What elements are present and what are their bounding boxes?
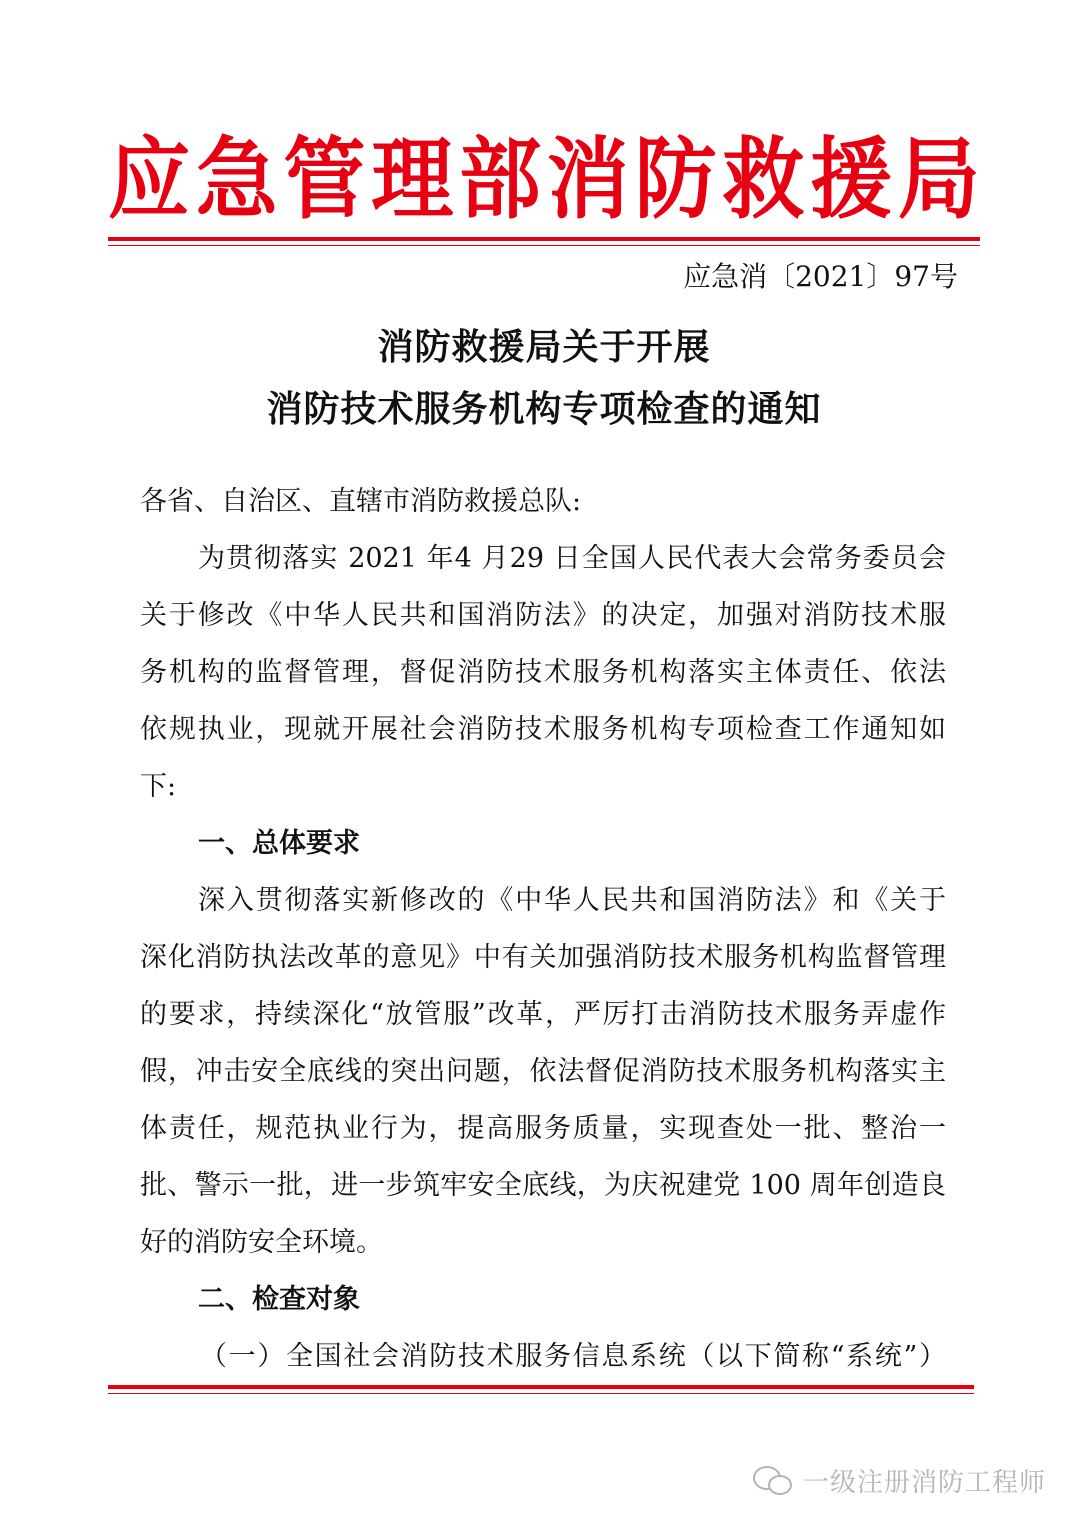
paragraph-line: 深入贯彻落实新修改的《中华人民共和国消防法》和《关于: [198, 885, 946, 916]
agency-title-char: 急: [195, 128, 278, 232]
section-heading-1: 一、总体要求: [198, 828, 360, 859]
agency-title-char: 局: [897, 128, 980, 232]
notice-title-line-2: 消防技术服务机构专项检查的通知: [266, 389, 822, 430]
header-divider-thin: [108, 245, 980, 246]
paragraph-line: 的要求，持续深化“放管服”改革，严厉打击消防技术服务弄虚作: [140, 999, 946, 1030]
agency-title-char: 理: [371, 128, 454, 232]
paragraph-line: 体责任，规范执业行为，提高服务质量，实现查处一批、整治一: [140, 1113, 946, 1144]
paragraph-line: （一）全国社会消防技术服务信息系统（以下简称“系统”）: [200, 1341, 946, 1372]
salutation: 各省、自治区、直辖市消防救援总队:: [140, 486, 582, 517]
agency-title-char: 应: [108, 128, 191, 232]
agency-title-char: 部: [459, 128, 542, 232]
watermark-text: 一级注册消防工程师: [802, 1467, 1046, 1498]
agency-title-char: 管: [283, 128, 366, 232]
document-number: 应急消〔2021〕97号: [683, 260, 958, 293]
watermark: [753, 1460, 1046, 1500]
agency-title-char: 救: [722, 128, 805, 232]
footer-divider-thin: [108, 1393, 974, 1394]
paragraph-line: 假，冲击安全底线的突出问题，依法督促消防技术服务机构落实主: [140, 1056, 946, 1087]
paragraph-line: 好的消防安全环境。: [140, 1227, 383, 1258]
paragraph-line: 关于修改《中华人民共和国消防法》的决定，加强对消防技术服: [140, 600, 946, 631]
agency-header: [108, 130, 980, 230]
paragraph-line: 下:: [140, 771, 177, 802]
paragraph-line: 批、警示一批，进一步筑牢安全底线，为庆祝建党 100 周年创造良: [140, 1170, 946, 1201]
paragraph-line: 为贯彻落实 2021 年4 月29 日全国人民代表大会常务委员会: [198, 543, 946, 574]
footer-divider-thick: [108, 1385, 974, 1389]
wechat-icon: [753, 1464, 793, 1496]
paragraph-line: 务机构的监督管理，督促消防技术服务机构落实主体责任、依法: [140, 657, 946, 688]
paragraph-line: 依规执业，现就开展社会消防技术服务机构专项检查工作通知如: [140, 714, 946, 745]
section-heading-2: 二、检查对象: [198, 1284, 360, 1315]
agency-title-char: 消: [546, 128, 629, 232]
paragraph-line: 深化消防执法改革的意见》中有关加强消防技术服务机构监督管理: [140, 942, 946, 973]
agency-title-char: 防: [634, 128, 717, 232]
agency-title-char: 援: [810, 128, 893, 232]
notice-title-line-1: 消防救援局关于开展: [377, 327, 711, 368]
header-divider-thick: [108, 237, 980, 241]
